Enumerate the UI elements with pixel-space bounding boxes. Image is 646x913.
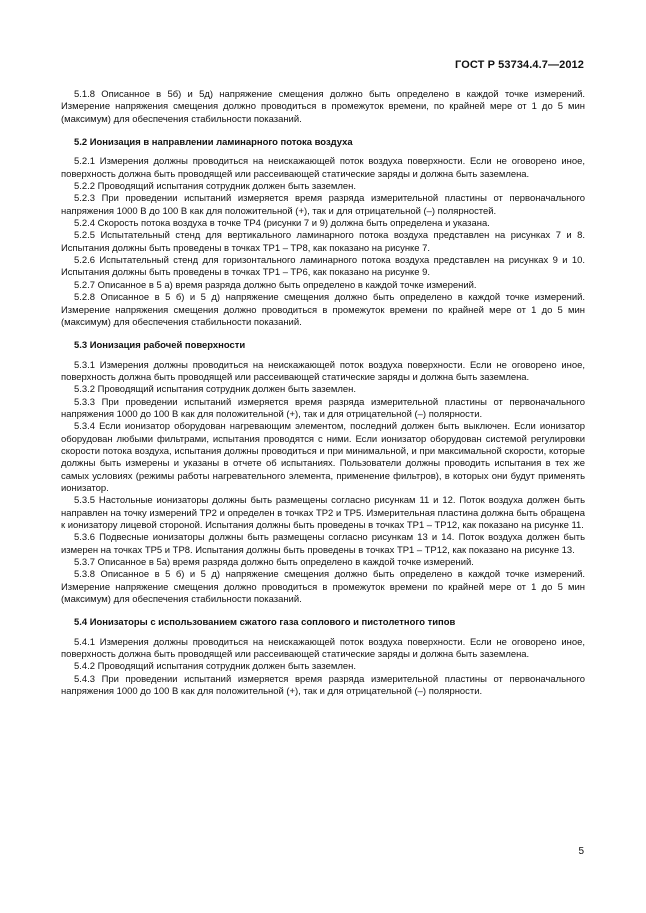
paragraph: 5.2.5 Испытательный стенд для вертикального ламинарного потока воздуха представлен на рисунках 7 и 8. Испытания должны быть проведены в точках TP1 – TP8, как показано на рисунке 7. [61,230,585,254]
paragraph: 5.2.1 Измерения должны проводиться на неискажающей поток воздуха поверхности. Если не оговорено иное, поверхность должна быть проводящей или рассеивающей статические заряды и должна быть заземлена. [61,156,585,180]
paragraph: 5.3.3 При проведении испытаний измеряется время разряда измерительной пластины от первоначального напряжения 1000 до 100 В как для положительной (+), так и для отрицательной (–) полярности. [61,396,585,420]
paragraph: 5.4.2 Проводящий испытания сотрудник должен быть заземлен. [74,661,356,673]
section-heading: 5.4 Ионизаторы с использованием сжатого газа соплового и пистолетного типов [74,617,456,629]
section-heading: 5.2 Ионизация в направлении ламинарного потока воздуха [74,137,353,149]
paragraph: 5.3.2 Проводящий испытания сотрудник должен быть заземлен. [74,384,356,396]
document-code-header: ГОСТ Р 53734.4.7—2012 [455,59,584,71]
paragraph: 5.4.3 При проведении испытаний измеряется время разряда измерительной пластины от первоначального напряжения 1000 до 100 В как для положительной (+), так и для отрицательной (–) полярности. [61,673,585,698]
paragraph: 5.3.6 Подвесные ионизаторы должны быть размещены согласно рисункам 13 и 14. Поток воздуха должен быть измерен на точках TP5 и TP8. Испытания должны быть проведены в точках TP1 – TP12, как показано на рисунке 13. [61,532,585,556]
paragraph: 5.2.3 При проведении испытаний измеряется время разряда измерительной пластины от первоначального напряжения 1000 В до 100 В как для положительной (+), так и для отрицательной (–) полярностей. [61,193,585,217]
paragraph: 5.2.7 Описанное в 5 а) время разряда должно быть определено в каждой точке измерений. [74,279,477,291]
paragraph: 5.3.1 Измерения должны проводиться на неискажающей поток воздуха поверхности. Если не оговорено иное, поверхность должна быть проводящей или рассеивающей статические заряды и должна быть заземлена. [61,359,585,383]
paragraph: 5.4.1 Измерения должны проводиться на неискажающей поток воздуха поверхности. Если не оговорено иное, поверхность должна быть проводящей или рассеивающей статические заряды и должна быть заземлена. [61,636,585,661]
page-number: 5 [578,846,584,857]
paragraph: 5.3.4 Если ионизатор оборудован нагревающим элементом, последний должен быть выключен. Если ионизатор оборудован любыми фильтрами, испытания проводятся с ними. Если ионизатор оборудован системой регулировки скорости потока воздуха, испытания должны проводиться и при минимальной, и при максимальной скорости, которые должны быть измерены и указаны в отчете об испытаниях. Пользователи должны проводить испытания в тех же самых условиях (режимы работы нагревательного элемента, применение фильтров), в которых они будут применять ионизатор. [61,421,585,494]
paragraph: 5.3.8 Описанное в 5 б) и 5 д) напряжение смещения должно быть определено в каждой точке измерений. Измерение напряжение смещения должно проводиться в промежуток времени по крайней мере от 1 до 5 мин (максимум) для обеспечения стабильности показаний. [61,569,585,606]
paragraph: 5.3.7 Описанное в 5а) время разряда должно быть определено в каждой точке измерений. [74,557,474,569]
section-heading: 5.3 Ионизация рабочей поверхности [74,340,246,352]
paragraph: 5.2.8 Описанное в 5 б) и 5 д) напряжение смещения должно быть определено в каждой точке измерений. Измерение напряжения смещения должно проводиться в промежуток времени по крайней мере от 1 до 5 мин (максимум) для обеспечения стабильности показаний. [61,292,585,328]
document-body [61,89,585,698]
paragraph: 5.1.8 Описанное в 5б) и 5д) напряжение смещения должно быть определено в каждой точке измерений. Измерение напряжения смещения должно проводиться в промежуток времени, по крайней мере от 1 до 5 мин (максимум) для обеспечения стабильности показаний. [61,89,585,125]
paragraph: 5.2.4 Скорость потока воздуха в точке TP4 (рисунки 7 и 9) должна быть определена и указана. [74,218,490,230]
paragraph: 5.2.6 Испытательный стенд для горизонтального ламинарного потока воздуха представлен на рисунках 9 и 10. Испытания должны быть проведены в точках TP1 – TP6, как показано на рисунке 9. [61,255,585,279]
paragraph: 5.2.2 Проводящий испытания сотрудник должен быть заземлен. [74,181,356,193]
paragraph: 5.3.5 Настольные ионизаторы должны быть размещены согласно рисункам 11 и 12. Поток воздуха должен быть направлен на точку измерений TP2 и определен в точках TP2 и TP5. Измерительная пластина должна быть обращена к ионизатору лицевой стороной. Испытания должны быть проведены в точках TP1 – TP12, как показано на рисунке 11. [61,495,585,531]
